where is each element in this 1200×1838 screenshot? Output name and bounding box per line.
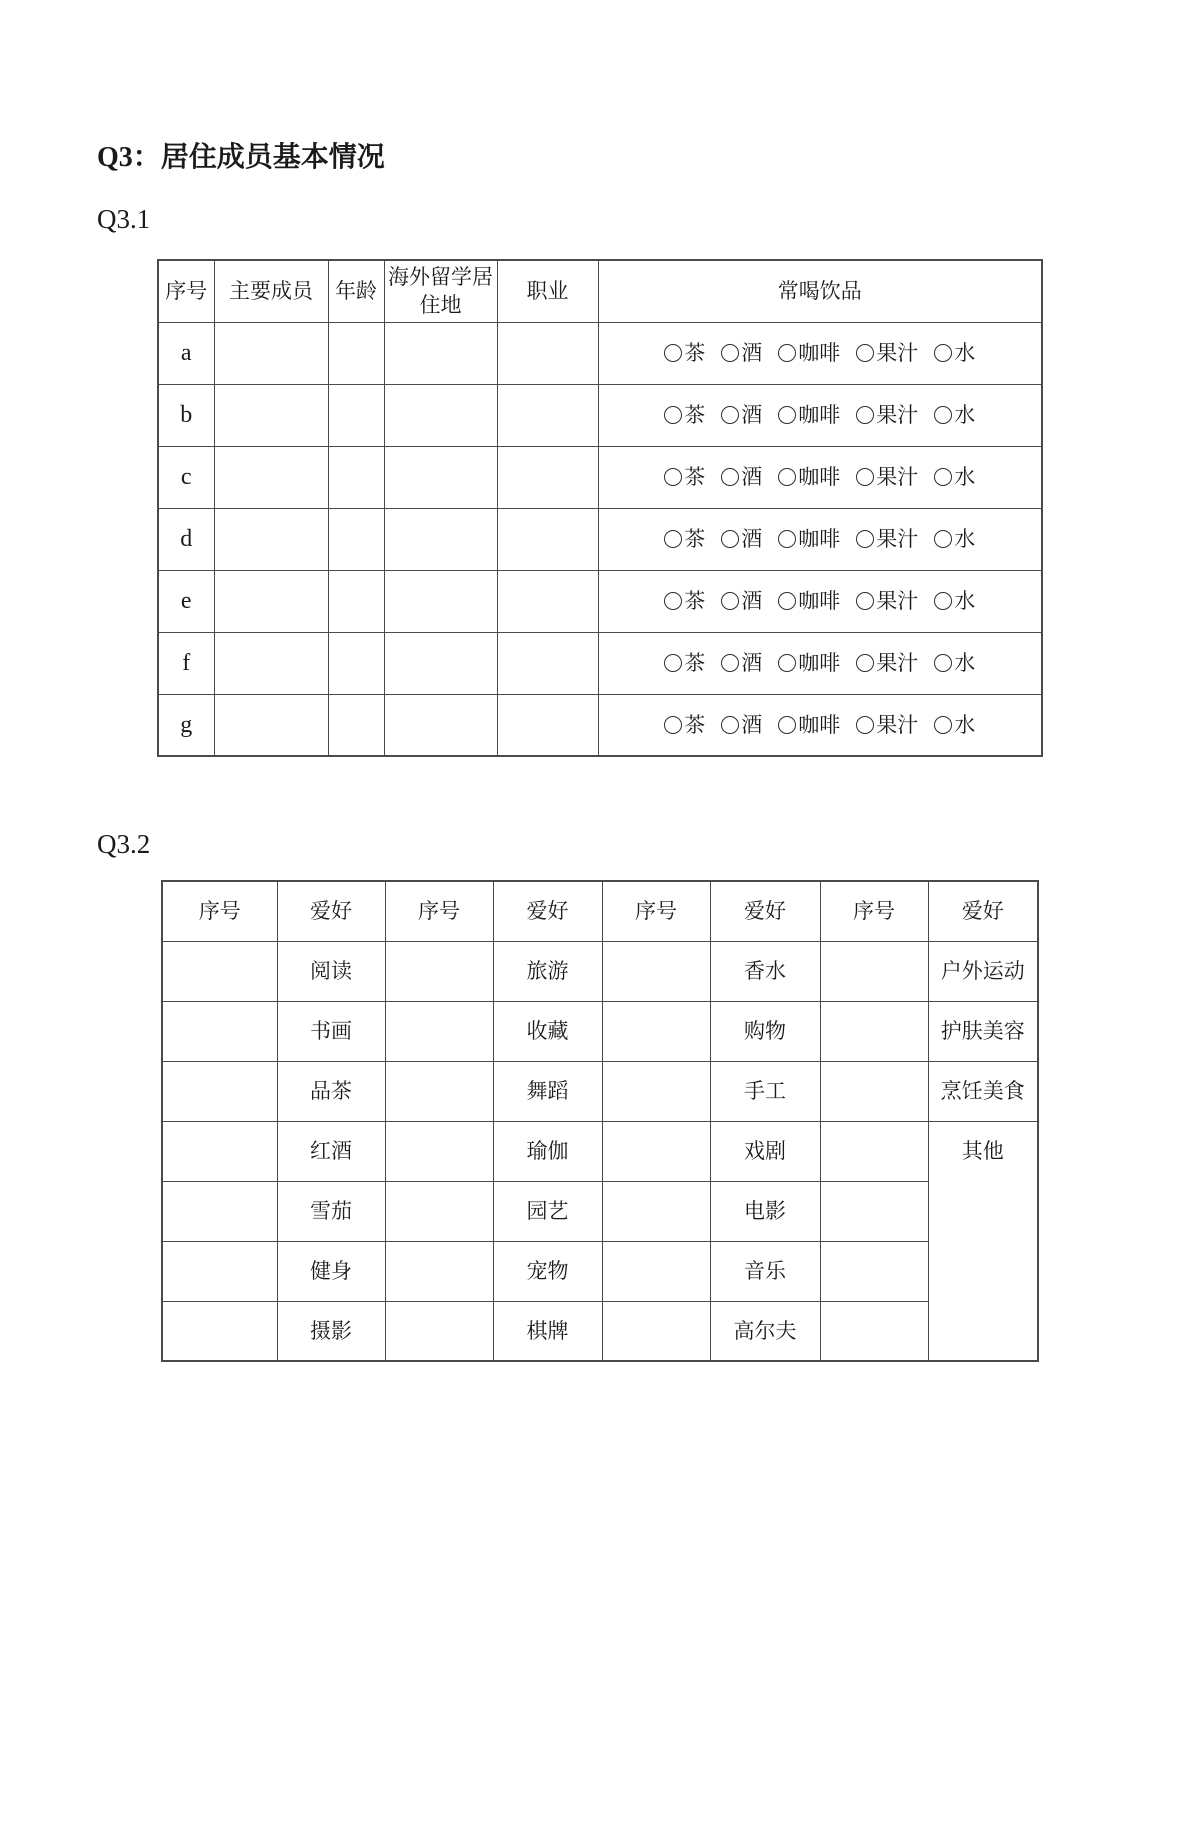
row-label: b	[158, 384, 214, 446]
radio-circle-icon	[778, 654, 796, 672]
drink-options-group	[605, 587, 1036, 615]
fill-in-cell-occupation[interactable]	[497, 570, 598, 632]
radio-option-juice[interactable]	[856, 463, 918, 491]
hobby-label-cell: 棋牌	[493, 1301, 602, 1361]
col-header-occupation: 职业	[497, 260, 598, 322]
radio-option-coffee[interactable]	[778, 525, 840, 553]
radio-circle-icon	[721, 530, 739, 548]
radio-option-label: 茶	[684, 712, 706, 737]
radio-circle-icon	[934, 592, 952, 610]
radio-option-juice[interactable]	[856, 649, 918, 677]
radio-option-coffee[interactable]	[778, 711, 840, 739]
radio-option-label: 茶	[684, 527, 706, 552]
radio-option-tea[interactable]	[664, 401, 705, 429]
fill-in-cell-serial[interactable]	[820, 1301, 928, 1361]
radio-option-alcohol[interactable]	[721, 711, 762, 739]
hobby-label-cell: 宠物	[493, 1241, 602, 1301]
radio-circle-icon	[664, 654, 682, 672]
hobby-label-cell: 瑜伽	[493, 1121, 602, 1181]
fill-in-cell-age[interactable]	[328, 446, 384, 508]
col-header-drinks: 常喝饮品	[598, 260, 1042, 322]
fill-in-cell-serial[interactable]	[162, 1121, 277, 1181]
hobby-label-cell: 摄影	[277, 1301, 385, 1361]
radio-circle-icon	[721, 468, 739, 486]
table-row	[158, 694, 1042, 756]
radio-option-coffee[interactable]	[778, 587, 840, 615]
hobby-label-cell: 购物	[710, 1001, 820, 1061]
radio-circle-icon	[664, 716, 682, 734]
hobby-label-cell: 烹饪美食	[928, 1061, 1038, 1121]
radio-option-alcohol[interactable]	[721, 401, 762, 429]
fill-in-cell-residence[interactable]	[384, 384, 497, 446]
radio-circle-icon	[664, 344, 682, 362]
page-title: Q3：居住成员基本情况	[97, 142, 385, 173]
radio-option-tea[interactable]	[664, 525, 705, 553]
fill-in-cell-age[interactable]	[328, 632, 384, 694]
fill-in-cell-residence[interactable]	[384, 446, 497, 508]
radio-circle-icon	[721, 592, 739, 610]
members-table	[157, 259, 1043, 757]
fill-in-cell-member[interactable]	[214, 384, 328, 446]
row-label: a	[158, 322, 214, 384]
radio-circle-icon	[856, 592, 874, 610]
fill-in-cell-serial[interactable]	[820, 1121, 928, 1181]
fill-in-cell-residence[interactable]	[384, 570, 497, 632]
radio-option-label: 果汁	[876, 651, 919, 676]
hobby-label-cell: 健身	[277, 1241, 385, 1301]
hobby-label-cell: 戏剧	[710, 1121, 820, 1181]
drink-options-group	[605, 525, 1036, 553]
radio-circle-icon	[934, 530, 952, 548]
table-row	[158, 508, 1042, 570]
hobby-label-cell: 手工	[710, 1061, 820, 1121]
drink-options-group	[605, 401, 1036, 429]
radio-option-alcohol[interactable]	[721, 463, 762, 491]
hobby-label-cell: 品茶	[277, 1061, 385, 1121]
radio-option-label: 茶	[684, 341, 706, 366]
fill-in-cell-serial[interactable]	[162, 1181, 277, 1241]
radio-circle-icon	[778, 530, 796, 548]
radio-option-label: 咖啡	[798, 403, 841, 428]
radio-option-label: 水	[954, 465, 976, 490]
hobby-label-cell-other: 其他	[928, 1121, 1038, 1361]
radio-circle-icon	[934, 344, 952, 362]
col-header-serial: 序号	[385, 881, 493, 941]
fill-in-cell-serial[interactable]	[162, 1001, 277, 1061]
radio-option-label: 水	[954, 403, 976, 428]
fill-in-cell-residence[interactable]	[384, 694, 497, 756]
radio-option-label: 茶	[684, 465, 706, 490]
fill-in-cell-occupation[interactable]	[497, 322, 598, 384]
radio-option-label: 酒	[741, 589, 763, 614]
fill-in-cell-serial[interactable]	[385, 1301, 493, 1361]
hobby-label-cell: 户外运动	[928, 941, 1038, 1001]
hobby-label-cell: 香水	[710, 941, 820, 1001]
radio-circle-icon	[721, 344, 739, 362]
radio-option-label: 果汁	[876, 712, 919, 737]
fill-in-cell-member[interactable]	[214, 508, 328, 570]
radio-option-label: 水	[954, 589, 976, 614]
row-label: f	[158, 632, 214, 694]
radio-option-coffee[interactable]	[778, 649, 840, 677]
fill-in-cell-age[interactable]	[328, 322, 384, 384]
radio-option-water[interactable]	[934, 587, 975, 615]
hobby-label-cell: 旅游	[493, 941, 602, 1001]
radio-circle-icon	[856, 344, 874, 362]
fill-in-cell-serial[interactable]	[602, 941, 710, 1001]
radio-option-label: 茶	[684, 651, 706, 676]
radio-option-label: 果汁	[876, 403, 919, 428]
radio-option-label: 咖啡	[798, 341, 841, 366]
table-row	[158, 322, 1042, 384]
row-label: c	[158, 446, 214, 508]
fill-in-cell-serial[interactable]	[385, 1121, 493, 1181]
fill-in-cell-serial[interactable]	[385, 1061, 493, 1121]
radio-option-label: 酒	[741, 341, 763, 366]
table-row	[158, 446, 1042, 508]
drink-options-cell	[598, 570, 1042, 632]
radio-option-tea[interactable]	[664, 587, 705, 615]
col-header-overseas-residence: 海外留学居住地	[384, 260, 497, 322]
radio-option-juice[interactable]	[856, 711, 918, 739]
fill-in-cell-serial[interactable]	[162, 1241, 277, 1301]
radio-circle-icon	[778, 468, 796, 486]
radio-option-label: 酒	[741, 712, 763, 737]
radio-option-juice[interactable]	[856, 587, 918, 615]
radio-circle-icon	[664, 468, 682, 486]
radio-option-label: 水	[954, 341, 976, 366]
fill-in-cell-serial[interactable]	[602, 1121, 710, 1181]
col-header-hobby: 爱好	[493, 881, 602, 941]
section-q31-label: Q3.1	[97, 204, 151, 235]
col-header-serial: 序号	[162, 881, 277, 941]
fill-in-cell-member[interactable]	[214, 570, 328, 632]
fill-in-cell-age[interactable]	[328, 508, 384, 570]
radio-circle-icon	[778, 406, 796, 424]
fill-in-cell-serial[interactable]	[385, 1241, 493, 1301]
hobbies-table-header-row	[162, 881, 1038, 941]
radio-option-water[interactable]	[934, 463, 975, 491]
fill-in-cell-serial[interactable]	[162, 941, 277, 1001]
drink-options-cell	[598, 446, 1042, 508]
radio-circle-icon	[934, 654, 952, 672]
radio-option-coffee[interactable]	[778, 401, 840, 429]
table-row	[162, 1241, 1038, 1301]
radio-option-label: 水	[954, 527, 976, 552]
fill-in-cell-serial[interactable]	[602, 1301, 710, 1361]
radio-circle-icon	[934, 406, 952, 424]
hobby-label-cell: 电影	[710, 1181, 820, 1241]
fill-in-cell-serial[interactable]	[820, 1241, 928, 1301]
col-header-serial: 序号	[820, 881, 928, 941]
radio-option-label: 酒	[741, 527, 763, 552]
fill-in-cell-serial[interactable]	[602, 1241, 710, 1301]
fill-in-cell-serial[interactable]	[385, 1181, 493, 1241]
radio-option-label: 咖啡	[798, 651, 841, 676]
fill-in-cell-age[interactable]	[328, 694, 384, 756]
radio-option-label: 茶	[684, 403, 706, 428]
radio-circle-icon	[856, 468, 874, 486]
radio-option-label: 咖啡	[798, 465, 841, 490]
fill-in-cell-serial[interactable]	[385, 941, 493, 1001]
fill-in-cell-age[interactable]	[328, 384, 384, 446]
fill-in-cell-occupation[interactable]	[497, 508, 598, 570]
fill-in-cell-serial[interactable]	[820, 1001, 928, 1061]
drink-options-cell	[598, 322, 1042, 384]
radio-option-water[interactable]	[934, 525, 975, 553]
hobby-label-cell: 红酒	[277, 1121, 385, 1181]
radio-circle-icon	[721, 716, 739, 734]
fill-in-cell-occupation[interactable]	[497, 446, 598, 508]
fill-in-cell-serial[interactable]	[820, 1061, 928, 1121]
table-row	[158, 384, 1042, 446]
radio-option-alcohol[interactable]	[721, 587, 762, 615]
radio-option-label: 果汁	[876, 589, 919, 614]
radio-option-alcohol[interactable]	[721, 525, 762, 553]
radio-option-tea[interactable]	[664, 649, 705, 677]
drink-options-group	[605, 339, 1036, 367]
fill-in-cell-serial[interactable]	[602, 1061, 710, 1121]
radio-option-alcohol[interactable]	[721, 649, 762, 677]
radio-circle-icon	[721, 654, 739, 672]
col-header-hobby: 爱好	[710, 881, 820, 941]
fill-in-cell-serial[interactable]	[602, 1181, 710, 1241]
row-label: e	[158, 570, 214, 632]
radio-circle-icon	[856, 406, 874, 424]
fill-in-cell-age[interactable]	[328, 570, 384, 632]
table-row	[158, 632, 1042, 694]
radio-option-juice[interactable]	[856, 401, 918, 429]
table-row	[162, 941, 1038, 1001]
table-row	[158, 570, 1042, 632]
radio-circle-icon	[778, 592, 796, 610]
radio-option-label: 咖啡	[798, 589, 841, 614]
radio-option-tea[interactable]	[664, 339, 705, 367]
fill-in-cell-member[interactable]	[214, 694, 328, 756]
radio-circle-icon	[664, 592, 682, 610]
radio-option-label: 酒	[741, 651, 763, 676]
hobby-label-cell: 阅读	[277, 941, 385, 1001]
radio-option-label: 茶	[684, 589, 706, 614]
table-row	[162, 1061, 1038, 1121]
radio-option-juice[interactable]	[856, 525, 918, 553]
radio-option-tea[interactable]	[664, 711, 705, 739]
hobby-label-cell: 高尔夫	[710, 1301, 820, 1361]
radio-circle-icon	[778, 716, 796, 734]
hobby-label-cell: 护肤美容	[928, 1001, 1038, 1061]
hobby-label-cell: 舞蹈	[493, 1061, 602, 1121]
fill-in-cell-serial[interactable]	[602, 1001, 710, 1061]
radio-option-water[interactable]	[934, 649, 975, 677]
radio-option-coffee[interactable]	[778, 339, 840, 367]
radio-option-water[interactable]	[934, 401, 975, 429]
fill-in-cell-serial[interactable]	[162, 1061, 277, 1121]
col-header-hobby: 爱好	[928, 881, 1038, 941]
radio-circle-icon	[721, 406, 739, 424]
members-table-header-row	[158, 260, 1042, 322]
radio-option-label: 果汁	[876, 341, 919, 366]
table-row	[162, 1001, 1038, 1061]
table-row	[162, 1301, 1038, 1361]
col-header-hobby: 爱好	[277, 881, 385, 941]
table-row	[162, 1121, 1038, 1181]
radio-option-label: 咖啡	[798, 712, 841, 737]
radio-circle-icon	[664, 406, 682, 424]
drink-options-group	[605, 711, 1036, 739]
hobby-label-cell: 园艺	[493, 1181, 602, 1241]
radio-option-label: 水	[954, 712, 976, 737]
radio-circle-icon	[856, 654, 874, 672]
col-header-serial: 序号	[602, 881, 710, 941]
radio-option-water[interactable]	[934, 339, 975, 367]
radio-circle-icon	[856, 530, 874, 548]
fill-in-cell-serial[interactable]	[385, 1001, 493, 1061]
hobby-label-cell: 雪茄	[277, 1181, 385, 1241]
radio-circle-icon	[778, 344, 796, 362]
radio-option-alcohol[interactable]	[721, 339, 762, 367]
fill-in-cell-serial[interactable]	[162, 1301, 277, 1361]
radio-option-label: 水	[954, 651, 976, 676]
col-header-serial: 序号	[158, 260, 214, 322]
radio-option-coffee[interactable]	[778, 463, 840, 491]
col-header-main-member: 主要成员	[214, 260, 328, 322]
fill-in-cell-occupation[interactable]	[497, 384, 598, 446]
fill-in-cell-occupation[interactable]	[497, 694, 598, 756]
radio-circle-icon	[934, 468, 952, 486]
hobbies-table	[161, 880, 1039, 1362]
drink-options-group	[605, 463, 1036, 491]
row-label: g	[158, 694, 214, 756]
drink-options-cell	[598, 632, 1042, 694]
fill-in-cell-residence[interactable]	[384, 632, 497, 694]
radio-option-water[interactable]	[934, 711, 975, 739]
hobby-label-cell: 音乐	[710, 1241, 820, 1301]
fill-in-cell-residence[interactable]	[384, 508, 497, 570]
radio-option-label: 果汁	[876, 527, 919, 552]
fill-in-cell-member[interactable]	[214, 632, 328, 694]
hobby-label-cell: 收藏	[493, 1001, 602, 1061]
fill-in-cell-serial[interactable]	[820, 1181, 928, 1241]
fill-in-cell-serial[interactable]	[820, 941, 928, 1001]
drink-options-cell	[598, 508, 1042, 570]
fill-in-cell-member[interactable]	[214, 322, 328, 384]
radio-option-label: 酒	[741, 465, 763, 490]
fill-in-cell-member[interactable]	[214, 446, 328, 508]
radio-option-label: 酒	[741, 403, 763, 428]
radio-option-tea[interactable]	[664, 463, 705, 491]
fill-in-cell-residence[interactable]	[384, 322, 497, 384]
table-row	[162, 1181, 1038, 1241]
section-q32-label: Q3.2	[97, 829, 151, 860]
drink-options-group	[605, 649, 1036, 677]
radio-option-label: 果汁	[876, 465, 919, 490]
fill-in-cell-occupation[interactable]	[497, 632, 598, 694]
radio-circle-icon	[934, 716, 952, 734]
radio-option-juice[interactable]	[856, 339, 918, 367]
drink-options-cell	[598, 694, 1042, 756]
radio-circle-icon	[856, 716, 874, 734]
drink-options-cell	[598, 384, 1042, 446]
row-label: d	[158, 508, 214, 570]
hobby-label-cell: 书画	[277, 1001, 385, 1061]
col-header-age: 年龄	[328, 260, 384, 322]
radio-option-label: 咖啡	[798, 527, 841, 552]
radio-circle-icon	[664, 530, 682, 548]
